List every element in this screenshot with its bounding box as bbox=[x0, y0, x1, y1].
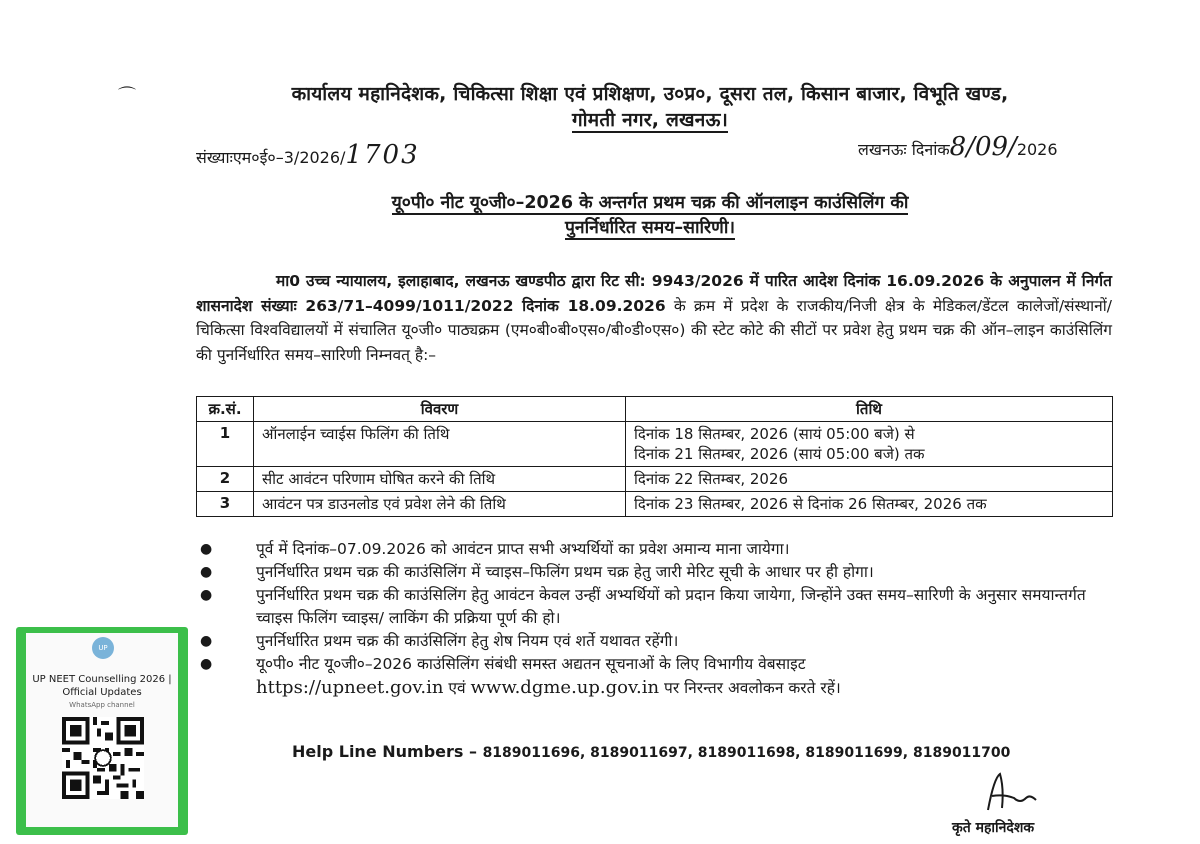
list-item bbox=[200, 538, 1116, 561]
bullet-icon: ● bbox=[200, 587, 213, 603]
date-year: 2026 bbox=[1016, 140, 1058, 159]
note-text: पुनर्निर्धारित प्रथम चक्र की काउंसिलिंग में च्वाइस–फिलिंग प्रथम चक्र हेतु जारी मेरिट सूची के आधार पर ही होगा। bbox=[256, 563, 874, 581]
channel-title: UP NEET Counselling 2026 | Official Updates bbox=[32, 674, 172, 698]
bullet-icon: ● bbox=[200, 656, 213, 672]
date-place-label: लखनऊः दिनांक bbox=[858, 140, 950, 159]
note-text: पुनर्निर्धारित प्रथम चक्र की काउंसिलिंग हेतु शेष नियम एवं शर्ते यथावत रहेंगी। bbox=[256, 632, 679, 650]
schedule-table bbox=[196, 396, 1113, 517]
bullet-icon: ● bbox=[200, 633, 213, 649]
decorative-mark: ⌒ bbox=[118, 86, 136, 107]
column-header-description: विवरण bbox=[254, 397, 626, 422]
office-header-address: गोमती नगर, लखनऊ। bbox=[571, 109, 729, 131]
column-header-sn: क्र.सं. bbox=[197, 397, 254, 422]
row-date-end: दिनांक 21 सितम्बर, 2026 (सायं 05:00 बजे) तक bbox=[634, 445, 925, 463]
paragraph-rest: के क्रम में प्रदेश के राजकीय/निजी क्षेत्र के मेडिकल/डेंटल कालेजों/संस्थानों/चिकित्सा विश्वविद्यालयों में संचालित यू०जी० पाठ्यक्रम (एम०बी०बी०एस०/बी०डी०एस०) की स्टेट कोटे की सीटों पर प्रवेश हेतु प्रथम चक्र की ऑन–लाइन काउंसिलिंग की पुनर्निर्धारित समय–सारिणी निम्नवत् है:– bbox=[196, 296, 1113, 364]
row-sn: 1 bbox=[197, 422, 254, 467]
qr-code-icon[interactable] bbox=[62, 717, 144, 799]
reference-prefix: संख्याःएम०ई०–3/2026/ bbox=[196, 148, 346, 167]
bullet-icon: ● bbox=[200, 541, 213, 557]
bullet-icon: ● bbox=[200, 564, 213, 580]
table-row bbox=[197, 422, 1113, 467]
notes-list bbox=[200, 538, 1116, 700]
office-header-line1: कार्यालय महानिदेशक, चिकित्सा शिक्षा एवं प्रशिक्षण, उ०प्र०, दूसरा तल, किसान बाजार, विभूति खण्ड, bbox=[291, 83, 1009, 105]
row-sn: 2 bbox=[197, 467, 254, 492]
handwritten-date: 8/09/ bbox=[949, 132, 1017, 162]
helpline-label: Help Line Numbers – bbox=[292, 742, 483, 761]
reference-number bbox=[196, 140, 420, 170]
office-header-line2 bbox=[185, 106, 1115, 132]
row-sn: 3 bbox=[197, 492, 254, 517]
table-header-row bbox=[197, 397, 1113, 422]
row-date-start: दिनांक 18 सितम्बर, 2026 (सायं 05:00 बजे) से bbox=[634, 425, 915, 443]
note-text: यू०पी० नीट यू०जी०–2026 काउंसिलिंग संबंधी समस्त अद्यतन सूचनाओं के लिए विभागीय वेबसाइट bbox=[256, 655, 806, 673]
list-item bbox=[200, 630, 1116, 653]
website-link-upneet[interactable]: https://upneet.gov.in bbox=[256, 677, 444, 698]
website-link-dgme[interactable]: www.dgme.up.gov.in bbox=[470, 677, 660, 698]
row-date bbox=[626, 422, 1113, 467]
issue-date bbox=[858, 132, 1058, 162]
body-paragraph bbox=[196, 269, 1112, 367]
row-label: ऑनलाईन च्वाईस फिलिंग की तिथि bbox=[254, 422, 626, 467]
table-row bbox=[197, 467, 1113, 492]
handwritten-reference-no: 1703 bbox=[345, 140, 420, 170]
note-text-end: पर निरन्तर अवलोकन करते रहें। bbox=[659, 679, 841, 697]
table-row bbox=[197, 492, 1113, 517]
channel-logo-icon: UP bbox=[92, 637, 114, 659]
column-header-date: तिथि bbox=[626, 397, 1113, 422]
list-item bbox=[200, 584, 1116, 630]
whatsapp-channel-card[interactable] bbox=[16, 627, 188, 835]
row-label: सीट आवंटन परिणाम घोषित करने की तिथि bbox=[254, 467, 626, 492]
list-item bbox=[200, 561, 1116, 584]
signature-designation: कृते महानिदेशक bbox=[952, 820, 1035, 836]
subject-text2: पुनर्निर्धारित समय–सारिणी। bbox=[564, 218, 735, 238]
note-text: पुनर्निर्धारित प्रथम चक्र की काउंसिलिंग हेतु आवंटन केवल उन्हीं अभ्यर्थियों को प्रदान किया जायेगा, जिन्होंने उक्त समय–सारिणी के अनुसार समयान्तर्गत च्वाइस फिलिंग च्वाइस/ लाकिंग की प्रक्रिया पूर्ण की हो। bbox=[256, 586, 1086, 627]
qr-card-inner bbox=[26, 633, 178, 827]
conjunction-text: एवं bbox=[443, 679, 471, 697]
subject-line1 bbox=[200, 190, 1100, 214]
paragraph-bold-part: मा0 उच्च न्यायालय, इलाहाबाद, लखनऊ खण्डपीठ द्वारा रिट सी: 9943/2026 में पारित आदेश दिनांक 16.09.2026 के अनुपालन में निर्गत शासनादेश संख्याः 263/71–4099/1011/2022 दिनांक 18.09.2026 bbox=[196, 272, 1112, 315]
signature-scribble bbox=[980, 768, 1040, 818]
row-label: आवंटन पत्र डाउनलोड एवं प्रवेश लेने की तिथि bbox=[254, 492, 626, 517]
list-item bbox=[200, 653, 1116, 700]
channel-subtitle: WhatsApp channel bbox=[69, 701, 135, 709]
note-text: पूर्व में दिनांक–07.09.2026 को आवंटन प्राप्त सभी अभ्यर्थियों का प्रवेश अमान्य माना जायेगा। bbox=[256, 540, 790, 558]
row-date: दिनांक 22 सितम्बर, 2026 bbox=[626, 467, 1113, 492]
helpline bbox=[292, 742, 1010, 761]
subject-line2 bbox=[200, 215, 1100, 239]
row-date: दिनांक 23 सितम्बर, 2026 से दिनांक 26 सितम्बर, 2026 तक bbox=[626, 492, 1113, 517]
helpline-numbers: 8189011696, 8189011697, 8189011698, 8189011699, 8189011700 bbox=[482, 745, 1011, 761]
subject-text1: यू०पी० नीट यू०जी०–2026 के अन्तर्गत प्रथम चक्र की ऑनलाइन काउंसिलिंग की bbox=[391, 193, 909, 213]
